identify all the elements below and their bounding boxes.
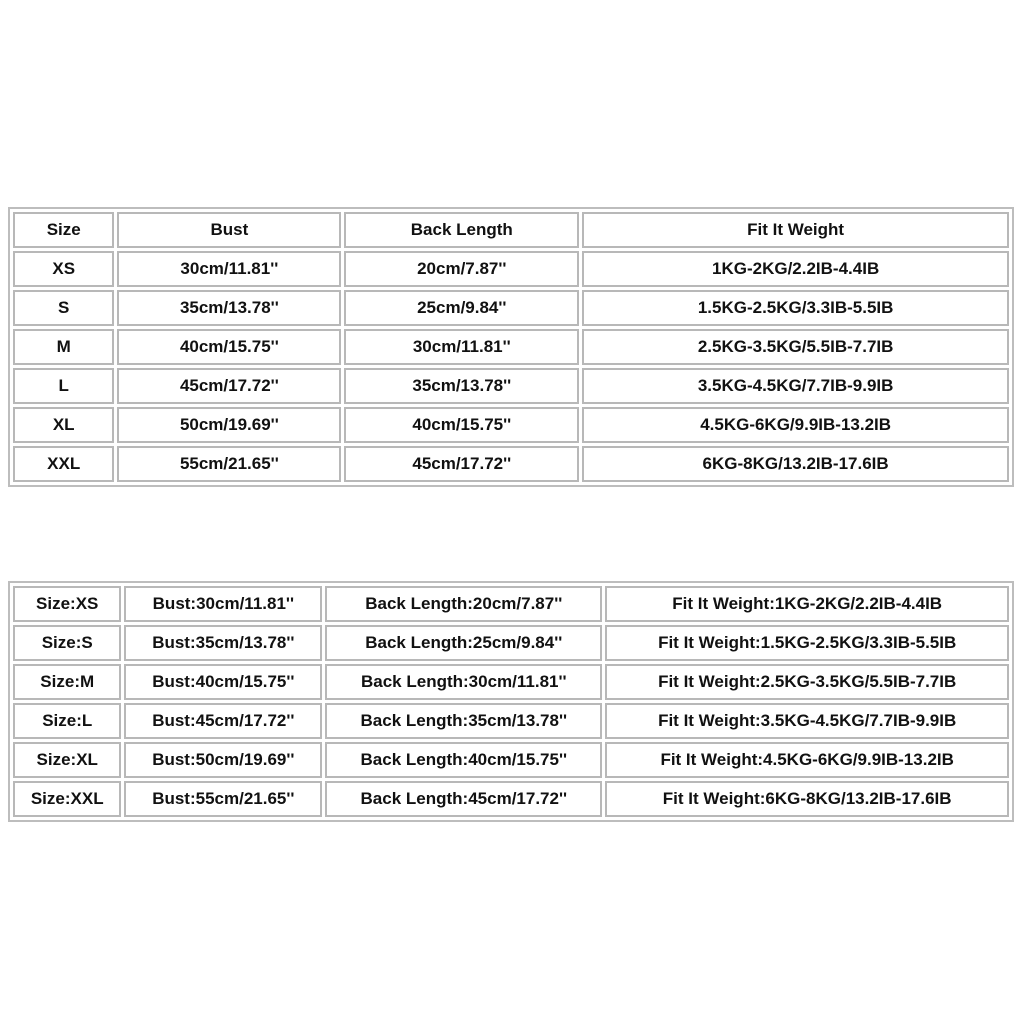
cell-bust: Bust:45cm/17.72'': [124, 703, 322, 739]
cell-size: Size:M: [13, 664, 121, 700]
size-chart-labeled-table: [8, 581, 1014, 822]
cell-size: XXL: [13, 446, 114, 482]
header-back-length: Back Length: [344, 212, 579, 248]
header-size: Size: [13, 212, 114, 248]
cell-bust: Bust:55cm/21.65'': [124, 781, 322, 817]
cell-back-length: Back Length:30cm/11.81'': [325, 664, 602, 700]
cell-back-length: 25cm/9.84'': [344, 290, 579, 326]
cell-size: XL: [13, 407, 114, 443]
cell-bust: Bust:35cm/13.78'': [124, 625, 322, 661]
cell-bust: 55cm/21.65'': [117, 446, 341, 482]
cell-back-length: 45cm/17.72'': [344, 446, 579, 482]
cell-fit-weight: Fit It Weight:1KG-2KG/2.2IB-4.4IB: [605, 586, 1009, 622]
cell-fit-weight: Fit It Weight:6KG-8KG/13.2IB-17.6IB: [605, 781, 1009, 817]
cell-bust: 30cm/11.81'': [117, 251, 341, 287]
cell-back-length: 30cm/11.81'': [344, 329, 579, 365]
cell-fit-weight: Fit It Weight:3.5KG-4.5KG/7.7IB-9.9IB: [605, 703, 1009, 739]
cell-fit-weight: Fit It Weight:1.5KG-2.5KG/3.3IB-5.5IB: [605, 625, 1009, 661]
cell-size: S: [13, 290, 114, 326]
cell-size: Size:L: [13, 703, 121, 739]
cell-bust: 35cm/13.78'': [117, 290, 341, 326]
table-row: [13, 625, 1009, 661]
cell-size: L: [13, 368, 114, 404]
cell-back-length: Back Length:25cm/9.84'': [325, 625, 602, 661]
table-row: [13, 251, 1009, 287]
table-header-row: [13, 212, 1009, 248]
cell-fit-weight: 4.5KG-6KG/9.9IB-13.2IB: [582, 407, 1009, 443]
cell-back-length: Back Length:40cm/15.75'': [325, 742, 602, 778]
cell-bust: 40cm/15.75'': [117, 329, 341, 365]
cell-back-length: 40cm/15.75'': [344, 407, 579, 443]
cell-size: Size:XS: [13, 586, 121, 622]
cell-back-length: 20cm/7.87'': [344, 251, 579, 287]
cell-size: M: [13, 329, 114, 365]
table-row: [13, 586, 1009, 622]
table-row: [13, 368, 1009, 404]
cell-bust: 50cm/19.69'': [117, 407, 341, 443]
size-chart-table: [8, 207, 1014, 487]
table-row: [13, 329, 1009, 365]
cell-bust: Bust:30cm/11.81'': [124, 586, 322, 622]
table-row: [13, 446, 1009, 482]
table-row: [13, 742, 1009, 778]
cell-fit-weight: 2.5KG-3.5KG/5.5IB-7.7IB: [582, 329, 1009, 365]
cell-size: Size:XXL: [13, 781, 121, 817]
cell-back-length: Back Length:45cm/17.72'': [325, 781, 602, 817]
table-row: [13, 290, 1009, 326]
cell-fit-weight: 6KG-8KG/13.2IB-17.6IB: [582, 446, 1009, 482]
cell-fit-weight: 1KG-2KG/2.2IB-4.4IB: [582, 251, 1009, 287]
cell-fit-weight: 3.5KG-4.5KG/7.7IB-9.9IB: [582, 368, 1009, 404]
table-row: [13, 664, 1009, 700]
cell-bust: Bust:40cm/15.75'': [124, 664, 322, 700]
cell-fit-weight: Fit It Weight:2.5KG-3.5KG/5.5IB-7.7IB: [605, 664, 1009, 700]
table-row: [13, 407, 1009, 443]
cell-size: XS: [13, 251, 114, 287]
cell-fit-weight: 1.5KG-2.5KG/3.3IB-5.5IB: [582, 290, 1009, 326]
cell-bust: Bust:50cm/19.69'': [124, 742, 322, 778]
cell-size: Size:S: [13, 625, 121, 661]
cell-fit-weight: Fit It Weight:4.5KG-6KG/9.9IB-13.2IB: [605, 742, 1009, 778]
cell-back-length: Back Length:35cm/13.78'': [325, 703, 602, 739]
cell-back-length: 35cm/13.78'': [344, 368, 579, 404]
cell-back-length: Back Length:20cm/7.87'': [325, 586, 602, 622]
table-row: [13, 781, 1009, 817]
cell-size: Size:XL: [13, 742, 121, 778]
table-row: [13, 703, 1009, 739]
header-fit-weight: Fit It Weight: [582, 212, 1009, 248]
cell-bust: 45cm/17.72'': [117, 368, 341, 404]
header-bust: Bust: [117, 212, 341, 248]
